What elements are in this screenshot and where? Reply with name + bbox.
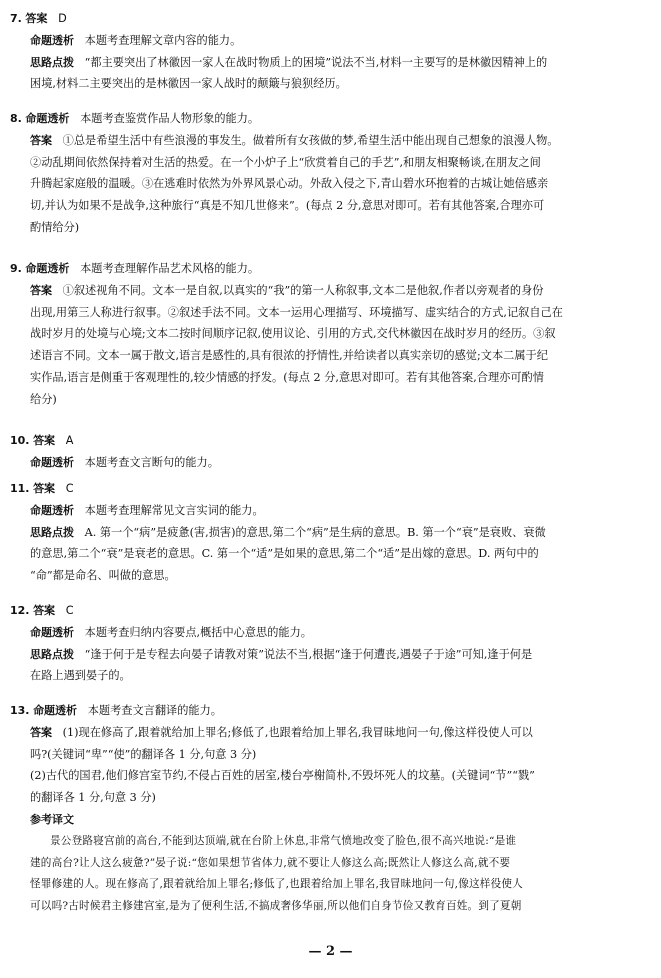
q8-answer-line-5: 酌情给分) — [30, 220, 80, 234]
question-8 — [10, 108, 650, 239]
q8-analysis-line — [10, 108, 650, 130]
q8-answer-label: 答案 — [30, 133, 52, 147]
q9-answer-text: ①叙述视角不同。文本一是自叙,以真实的“我”的第一人称叙事,文本二是他叙,作者以旁观者的身份 — [62, 283, 544, 297]
q13-analysis: 本题考查文言翻译的能力。 — [87, 704, 222, 717]
q10-answer: A — [65, 434, 74, 447]
q7-analysis-line — [10, 30, 650, 52]
q13-answer-line-2: 吗?(关键词“卑”“使”的翻译各 1 分,句意 3 分) — [30, 747, 257, 761]
q12-analysis-line — [10, 622, 650, 644]
q13-analysis-label: 命题透析 — [33, 704, 78, 717]
q12-answer: C — [65, 604, 74, 617]
q10-analysis-label: 命题透析 — [30, 455, 74, 469]
q12-number: 12. — [10, 604, 30, 617]
q11-hint-line-3: “命”都是命名、叫做的意思。 — [30, 569, 176, 583]
question-12 — [10, 600, 650, 687]
q9-answer-line-4: 述语言不同。文本一属于散文,语言是感性的,具有很浓的抒情性,并给读者以真实亲切的感觉;文本二属于纪 — [30, 349, 548, 363]
q7-analysis: 本题考查理解文章内容的能力。 — [84, 33, 242, 47]
q7-number: 7. — [10, 12, 22, 25]
q9-number: 9. — [10, 262, 22, 275]
q13-answer-text: (1)现在修高了,跟着就给加上罪名;修低了,也跟着给加上罪名,我冒昧地问一句,像这样役使人可以 — [62, 725, 533, 739]
q11-answer-label: 答案 — [33, 482, 56, 495]
q10-answer-line — [10, 430, 650, 452]
q7-answer-line — [10, 8, 650, 30]
q10-answer-label: 答案 — [33, 434, 56, 447]
q13-number: 13. — [10, 704, 30, 717]
q11-analysis: 本题考查理解常见文言实词的能力。 — [84, 503, 264, 517]
question-7 — [10, 8, 650, 95]
q13-analysis-line — [10, 700, 650, 722]
q13-answer-line-4: 的翻译各 1 分,句意 3 分) — [30, 791, 156, 805]
q12-answer-label: 答案 — [33, 604, 56, 617]
q9-answer-line-5: 实作品,语言是侧重于客观理性的,较少情感的抒发。(每点 2 分,意思对即可。若有其他答案,合理亦可酌情 — [30, 370, 544, 384]
q8-analysis: 本题考查鉴赏作品人物形象的能力。 — [80, 112, 260, 125]
q10-analysis-line — [10, 452, 650, 474]
q13-ref-line-1: 景公登路寝宫前的高台,不能到达顶端,就在台阶上休息,非常气愤地改变了脸色,很不高兴地说:“是谁 — [50, 834, 517, 847]
q13-ref-label: 参考译文 — [30, 812, 74, 826]
q8-answer-text: ①总是希望生活中有些浪漫的事发生。做着所有女孩做的梦,希望生活中能出现自己想象的浪漫人物。 — [62, 133, 559, 147]
q8-analysis-label: 命题透析 — [25, 112, 70, 125]
q9-analysis: 本题考查理解作品艺术风格的能力。 — [80, 262, 260, 275]
q7-hint-line-2: 困境,材料二主要突出的是林徽因一家人战时的颠簸与狼狈经历。 — [30, 77, 347, 91]
q8-answer-line-3: 升腾起家庭般的温暖。③在逃难时依然为外界风景心动。外敌入侵之下,青山碧水环抱着的古城让她倍感亲 — [30, 177, 549, 191]
q11-hint-line-2: 的意思,第二个“衰”是衰老的意思。C. 第一个“适”是如果的意思,第二个“适”是出嫁的意思。D. 两句中的 — [30, 547, 539, 561]
q12-hint-line-1 — [10, 644, 650, 666]
q11-analysis-label: 命题透析 — [30, 503, 74, 517]
q11-hint-label: 思路点拨 — [30, 525, 74, 539]
q13-ref-line-3: 怪罪修建的人。现在修高了,跟着就给加上罪名;修低了,也跟着给加上罪名,我冒昧地问一句,像这样役使人 — [30, 878, 523, 891]
q9-answer-label: 答案 — [30, 283, 52, 297]
q11-answer: C — [65, 482, 74, 495]
q10-number: 10. — [10, 434, 30, 447]
q9-answer-line-6: 给分) — [30, 392, 57, 406]
q7-hint-text: “都主要突出了林徽因一家人在战时物质上的困境”说法不当,材料一主要写的是林徽因精神上的 — [84, 55, 548, 69]
q7-hint-line-1 — [10, 52, 650, 74]
q8-answer-line-2: ②动乱期间依然保持着对生活的热爱。在一个小炉子上“欣赏着自己的手艺”,和朋友相聚畅谈,在朋友之间 — [30, 155, 541, 169]
q12-analysis-label: 命题透析 — [30, 625, 74, 639]
q13-ref-line-2: 建的高台?让人这么疲惫?”晏子说:“您如果想节省体力,就不要让人修这么高;既然让人修这么高,就不要 — [30, 856, 511, 869]
q13-ref-line-4: 可以吗?古时候君主修建宫室,是为了便利生活,不搞成奢侈华丽,所以他们自身节俭又教育百姓。到了夏朝 — [30, 900, 522, 913]
q9-analysis-line — [10, 258, 650, 280]
question-11 — [10, 478, 650, 587]
q13-answer-label: 答案 — [30, 725, 52, 739]
q10-analysis: 本题考查文言断句的能力。 — [84, 455, 219, 469]
q9-answer-line-1 — [10, 280, 650, 302]
q8-answer-line-1 — [10, 130, 650, 152]
question-13 — [10, 700, 650, 918]
q7-hint-label: 思路点拨 — [30, 55, 74, 69]
q11-number: 11. — [10, 482, 30, 495]
page-number: — 2 — — [308, 944, 353, 959]
q7-analysis-label: 命题透析 — [30, 33, 74, 47]
q11-analysis-line — [10, 500, 650, 522]
q9-answer-line-3: 战时岁月的处境与心境;文本二按时间顺序记叙,使用议论、引用的方式,交代林徽因在战时岁月的经历。③叙 — [30, 327, 556, 341]
question-9 — [10, 258, 650, 411]
q12-hint-text: “逢于何于是专程去向晏子请教对策”说法不当,根据“逢于何遭丧,遇晏子于途”可知,逢于何是 — [84, 647, 533, 661]
q8-answer-line-4: 切,并认为如果不是战争,这种旅行“真是不知几世修来”。(每点 2 分,意思对即可。若有其他答案,合理亦可 — [30, 199, 545, 213]
q7-answer-label: 答案 — [25, 12, 48, 25]
q13-answer-line-1 — [10, 722, 650, 744]
question-10 — [10, 430, 650, 474]
q11-hint-line-1 — [10, 522, 650, 544]
q11-answer-line — [10, 478, 650, 500]
q11-hint-text: A. 第一个“病”是疲惫(害,损害)的意思,第二个“病”是生病的意思。B. 第一个“衰”是衰败、衰微 — [84, 525, 546, 539]
q8-number: 8. — [10, 112, 22, 125]
q9-analysis-label: 命题透析 — [25, 262, 70, 275]
q12-hint-label: 思路点拨 — [30, 647, 74, 661]
q12-hint-line-2: 在路上遇到晏子的。 — [30, 669, 131, 683]
q9-answer-line-2: 出现,用第三人称进行叙事。②叙述手法不同。文本一运用心理描写、环境描写、虚实结合的方式,记叙自己在 — [30, 305, 563, 319]
q7-answer: D — [58, 12, 67, 25]
q12-answer-line — [10, 600, 650, 622]
q13-answer-line-3: (2)古代的国君,他们修宫室节约,不侵占百姓的居室,楼台亭榭简朴,不毁坏死人的坟墓。(关键词“节”“戮” — [30, 769, 535, 783]
q12-analysis: 本题考查归纳内容要点,概括中心意思的能力。 — [84, 625, 312, 639]
